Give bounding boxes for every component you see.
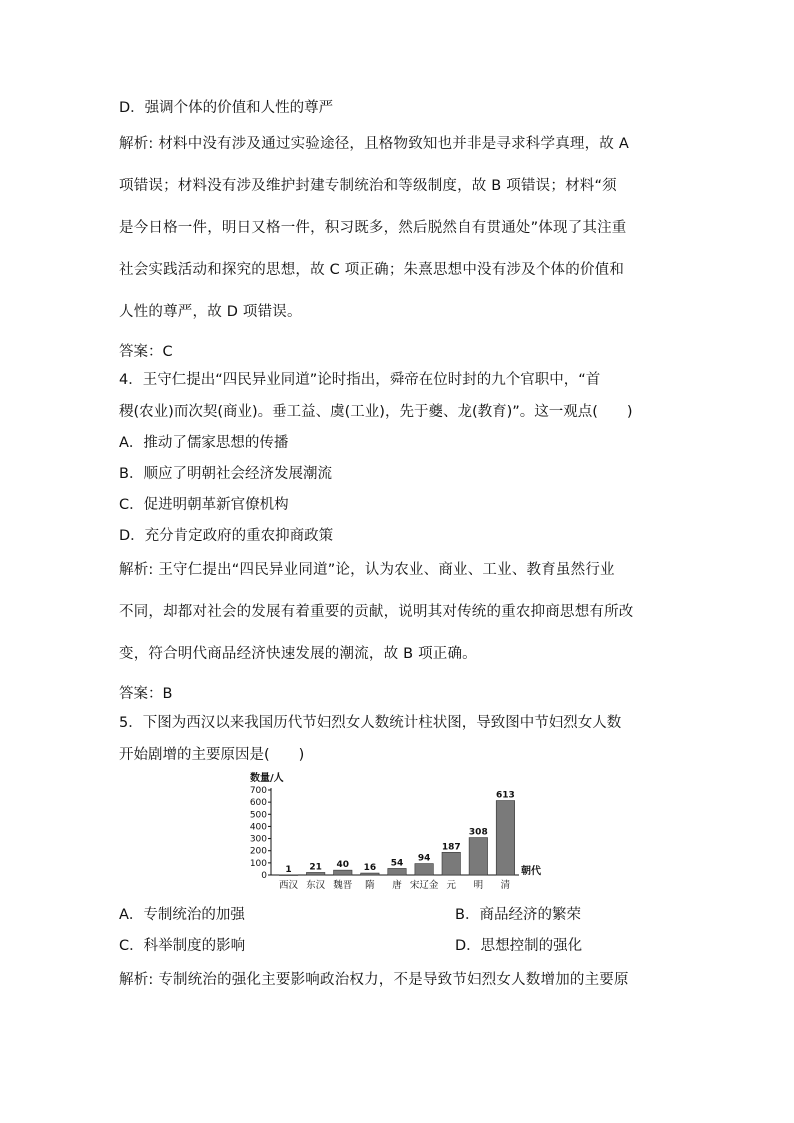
q5-option-d: D．思想控制的强化 [455,938,583,954]
bar-value-label: 1 [285,864,292,875]
bar-value-label: 54 [390,858,404,869]
analysis-text: 专制统治的强化主要影响政治权力，不是导致节妇烈女人数增加的主要原 [158,972,629,988]
q4-option-c: C．促进明朝革新官僚机构 [119,497,289,513]
bar [469,838,487,875]
q5-option-c: C．科举制度的影响 [119,938,246,954]
q4-analysis-line-2: 不同，却都对社会的发展有着重要的贡献，说明其对传统的重农抑商思想有所改 [119,604,634,620]
q4-analysis-line-3: 变，符合明代商品经济快速发展的潮流，故 B 项正确。 [119,646,477,662]
q5-stem-line-2: 开始剧增的主要原因是( ) [119,747,305,763]
q4-answer: 答案：B [119,686,173,702]
bar [361,873,379,875]
y-tick-label: 100 [249,858,267,869]
analysis-label: 解析: [119,562,154,578]
q5-option-b: B．商品经济的繁荣 [455,907,581,923]
q4-option-d: D．充分肯定政府的重农抑商政策 [119,528,334,544]
x-tick-label: 清 [500,880,511,891]
q5-option-a: A．专制统治的加强 [119,907,245,923]
q4-stem-line-2: 稷(农业)而次契(商业)。垂工益、虞(工业)，先于夔、龙(教育)”。这一观点( ) [119,404,633,420]
y-tick-label: 700 [249,786,267,796]
bar [496,801,514,875]
q4-analysis-line-1 [119,558,615,579]
x-tick-label: 东汉 [306,880,326,891]
q5-stem-line-1: 5．下图为西汉以来我国历代节妇烈女人数统计柱状图，导致图中节妇烈女人数 [119,715,622,731]
q3-analysis-line-2: 项错误；材料没有涉及维护封建专制统治和等级制度，故 B 项错误；材料“须 [119,178,617,194]
q3-analysis-line-5: 人性的尊严，故 D 项错误。 [119,304,302,320]
q3-answer: 答案：C [119,344,173,360]
y-tick-label: 500 [249,810,267,821]
analysis-text: 材料中没有涉及通过实验途径，且格物致知也并非是寻求科学真理，故 A [158,136,629,152]
y-axis-label: 数量/人 [250,773,284,784]
q4-option-a: A．推动了儒家思想的传播 [119,435,289,451]
q3-analysis-line-1 [119,132,629,153]
bar-value-label: 94 [417,853,431,864]
q3-analysis-line-4: 社会实践活动和探究的思想，故 C 项正确；朱熹思想中没有涉及个体的价值和 [119,262,625,278]
x-tick-label: 隋 [365,880,375,891]
bar-value-label: 40 [336,860,350,871]
q4-stem-line-1: 4．王守仁提出“四民异业同道”论时指出，舜帝在位时封的九个官职中，“首 [119,372,601,388]
y-tick-label: 300 [249,834,267,845]
bar-value-label: 21 [309,862,322,873]
analysis-label: 解析: [119,136,154,152]
bar-value-label: 308 [468,827,488,838]
q3-analysis-line-3: 是今日格一件，明日又格一件，积习既多，然后脱然自有贯通处”体现了其注重 [119,220,627,236]
bar [442,852,460,875]
analysis-label: 解析: [119,972,154,988]
bar-value-label: 613 [496,790,515,801]
x-tick-label: 西汉 [279,880,299,891]
y-tick-label: 0 [261,871,267,881]
analysis-text: 王守仁提出“四民异业同道”论，认为农业、商业、工业、教育虽然行业 [158,562,615,578]
q4-option-b: B．顺应了明朝社会经济发展潮流 [119,466,332,482]
x-tick-label: 唐 [392,880,402,891]
bar [306,872,324,875]
dynasty-bar-chart [240,768,560,894]
y-tick-label: 400 [249,822,267,833]
q5-analysis-line-1 [119,968,629,989]
x-axis-label: 朝代 [521,866,541,877]
bar-value-label: 16 [363,863,377,874]
bar-value-label: 187 [441,842,461,853]
x-tick-label: 魏晋 [333,880,353,891]
y-tick-label: 600 [249,798,267,809]
q3-option-d: D．强调个体的价值和人性的尊严 [119,100,334,116]
bar [334,870,352,875]
x-tick-label: 宋辽金 [409,880,439,891]
bar [415,864,433,875]
y-tick-label: 200 [249,846,267,857]
bar [279,875,297,876]
x-tick-label: 元 [446,880,456,891]
x-tick-label: 明 [473,880,484,891]
bar [388,868,406,875]
